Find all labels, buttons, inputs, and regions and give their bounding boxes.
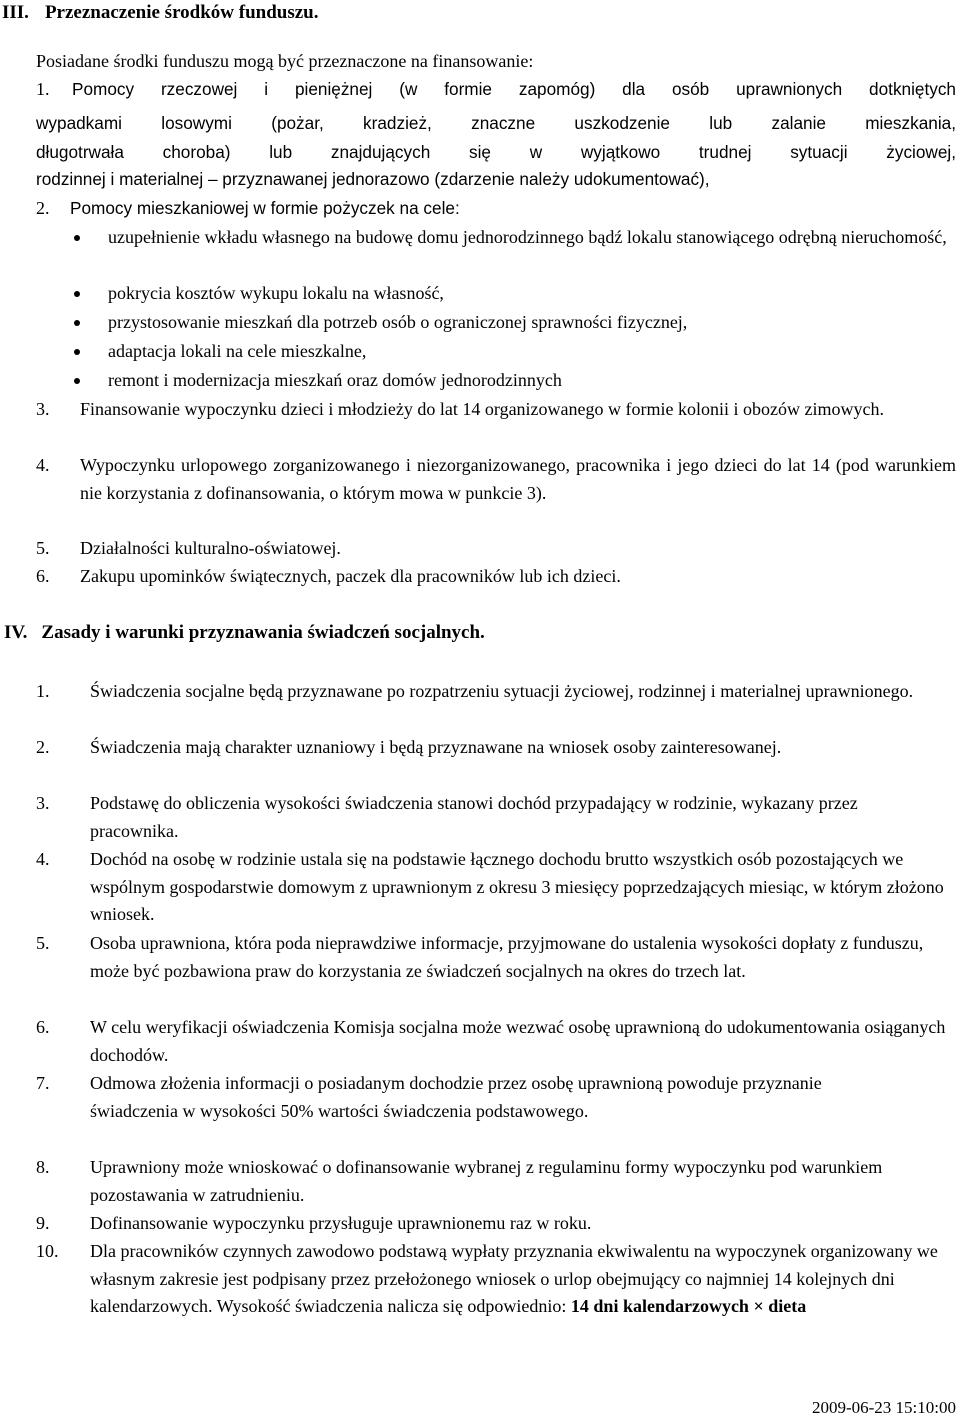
item-1-line-3: długotrwała choroba) lub znajdujących się w wyjątkowo trudnej sytuacji życiowej,	[36, 142, 956, 162]
rule-10-number: 10.	[36, 1241, 59, 1261]
section-4-number: IV.	[4, 622, 28, 643]
bullet-3-icon	[74, 320, 80, 326]
rule-9-text: Dofinansowanie wypoczynku przysługuje uprawnionemu raz w roku.	[90, 1213, 592, 1233]
item-6-text: Zakupu upominków świątecznych, paczek dla pracowników lub ich dzieci.	[80, 566, 621, 586]
bullet-5-icon	[74, 378, 80, 384]
rule-8-number: 8.	[36, 1157, 50, 1177]
section-3-heading	[2, 2, 319, 24]
bullet-2-icon	[74, 291, 80, 297]
rule-3-text: Podstawę do obliczenia wysokości świadczenia stanowi dochód przypadający w rodzinie, wykazany przez pracownika.	[90, 793, 858, 841]
section-3-title: Przeznaczenie środków funduszu.	[44, 2, 319, 23]
item-4-number: 4.	[36, 455, 50, 475]
bullet-item-4: adaptacja lokali na cele mieszkalne,	[108, 341, 367, 361]
bullet-item-5: remont i modernizacja mieszkań oraz domów jednorodzinnych	[108, 370, 562, 390]
item-5-text: Działalności kulturalno-oświatowej.	[80, 538, 341, 558]
rule-4-text: Dochód na osobę w rodzinie ustala się na podstawie łącznego dochodu brutto wszystkich osób pozostających we wspólnym gospodarstwie domowym z uprawnionym z okresu 3 miesięcy poprzedzających miesiąc, w którym złożono wniosek.	[90, 849, 944, 924]
rule-5-number: 5.	[36, 933, 50, 953]
rule-10-formula: 14 dni kalendarzowych × dieta	[570, 1296, 807, 1316]
section-3-number: III.	[2, 2, 29, 23]
item-5-number: 5.	[36, 538, 50, 558]
footer-timestamp: 2009-06-23 15:10:00	[811, 1398, 956, 1417]
item-3-text: Finansowanie wypoczynku dzieci i młodzieży do lat 14 organizowanego w formie kolonii i obozów zimowych.	[80, 399, 884, 419]
rule-6-number: 6.	[36, 1017, 50, 1037]
rule-3-number: 3.	[36, 793, 50, 813]
item-6-number: 6.	[36, 566, 50, 586]
rule-7-text: Odmowa złożenia informacji o posiadanym dochodzie przez osobę uprawnioną powoduje przyznanie świadczenia w wysokości 50% wartości świadczenia podstawowego.	[90, 1073, 822, 1121]
rule-4-number: 4.	[36, 849, 50, 869]
rule-1-text: Świadczenia socjalne będą przyznawane po rozpatrzeniu sytuacji życiowej, rodzinnej i materialnej uprawnionego.	[90, 681, 914, 701]
bullet-item-3: przystosowanie mieszkań dla potrzeb osób o ograniczonej sprawności fizycznej,	[108, 312, 688, 332]
item-2-number: 2.	[36, 198, 50, 218]
item-1-number: 1.	[36, 79, 50, 99]
bullet-item-1: uzupełnienie wkładu własnego na budowę domu jednorodzinnego bądź lokalu stanowiącego odrębną nieruchomość,	[108, 227, 947, 247]
item-1-line-1: Pomocy rzeczowej i pieniężnej (w formie zapomóg) dla osób uprawnionych dotkniętych	[72, 79, 956, 99]
item-1-line-4: rodzinnej i materialnej – przyznawanej jednorazowo (zdarzenie należy udokumentować),	[36, 169, 710, 189]
item-3-number: 3.	[36, 399, 50, 419]
rule-10-body: Dla pracowników czynnych zawodowo podstawą wypłaty przyznania ekwiwalentu na wypoczynek organizowany we własnym zakresie jest podpisany przez przełożonego wniosek o urlop obejmujący co najmniej 14 kolejnych dni kalendarzowych. Wysokość świadczenia nalicza się odpowiednio:	[90, 1241, 938, 1316]
item-2-text: Pomocy mieszkaniowej w formie pożyczek na cele:	[70, 198, 460, 218]
rule-2-number: 2.	[36, 737, 50, 757]
item-4-text: Wypoczynku urlopowego zorganizowanego i niezorganizowanego, pracownika i jego dzieci do lat 14 (pod warunkiem nie korzystania z dofinansowania, o którym mowa w punkcie 3).	[80, 455, 956, 503]
rule-2-text: Świadczenia mają charakter uznaniowy i będą przyznawane na wniosek osoby zainteresowanej.	[90, 737, 782, 757]
rule-7-number: 7.	[36, 1073, 50, 1093]
section-4-title: Zasady i warunki przyznawania świadczeń socjalnych.	[41, 622, 485, 643]
rule-10-text	[90, 1238, 950, 1321]
bullet-item-2: pokrycia kosztów wykupu lokalu na własność,	[108, 283, 444, 303]
rule-6-text: W celu weryfikacji oświadczenia Komisja socjalna może wezwać osobę uprawnioną do udokumentowania osiąganych dochodów.	[90, 1017, 946, 1065]
rule-1-number: 1.	[36, 681, 50, 701]
rule-9-number: 9.	[36, 1213, 50, 1233]
rule-5-text: Osoba uprawniona, która poda nieprawdziwe informacje, przyjmowane do ustalenia wysokości dopłaty z funduszu, może być pozbawiona praw do korzystania ze świadczeń socjalnych na okres do trzech lat.	[90, 933, 924, 981]
bullet-4-icon	[74, 349, 80, 355]
section-4-heading	[4, 622, 485, 644]
rule-8-text: Uprawniony może wnioskować o dofinansowanie wybranej z regulaminu formy wypoczynku pod warunkiem pozostawania w zatrudnieniu.	[90, 1157, 883, 1205]
bullet-1-icon	[74, 235, 80, 241]
item-1-line-2: wypadkami losowymi (pożar, kradzież, znaczne uszkodzenie lub zalanie mieszkania,	[36, 113, 956, 133]
section-3-intro: Posiadane środki funduszu mogą być przeznaczone na finansowanie:	[36, 51, 534, 71]
